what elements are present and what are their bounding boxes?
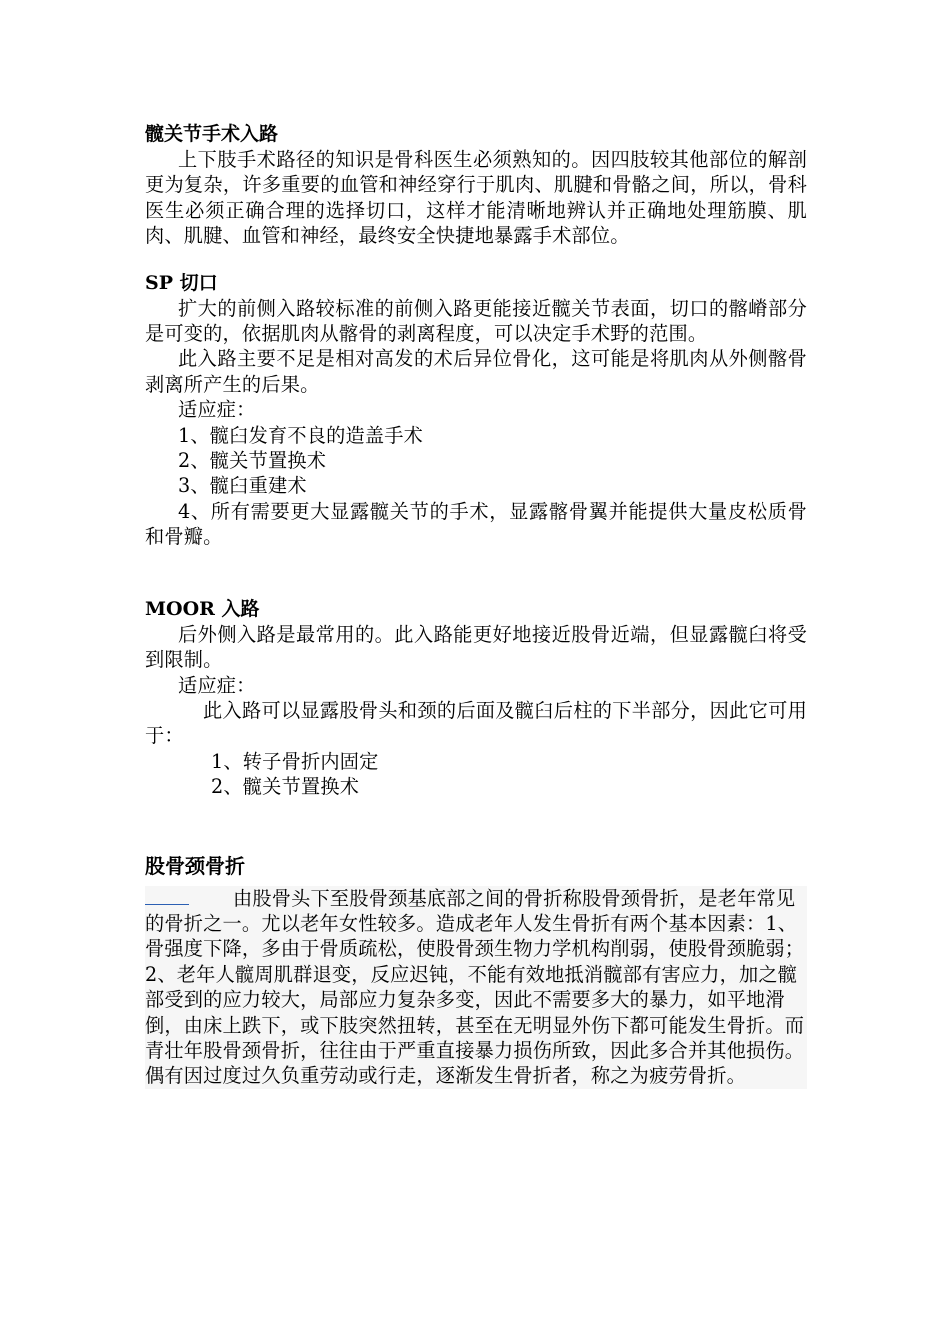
document-page <box>145 122 807 1089</box>
list-item: 4、所有需要更大显露髋关节的手术，显露髂骨翼并能提供大量皮松质骨和骨瓣。 <box>145 499 807 549</box>
section-title-femur: 股骨颈骨折 <box>145 853 245 878</box>
list-item: 3、髋臼重建术 <box>178 474 307 498</box>
list-item: 2、髋关节置换术 <box>178 449 327 473</box>
moor-paragraph-1: 后外侧入路是最常用的。此入路能更好地接近股骨近端，但显露髋臼将受到限制。 <box>145 622 807 672</box>
moor-paragraph-2: 此入路可以显露股骨头和颈的后面及髋臼后柱的下半部分，因此它可用于： <box>145 698 807 748</box>
moor-indications-label: 适应症： <box>178 673 256 697</box>
list-item: 2、髋关节置换术 <box>211 775 360 799</box>
section-sp-incision <box>145 271 807 550</box>
sp-indications-label: 适应症： <box>178 398 256 422</box>
femur-body-block <box>145 886 807 1089</box>
section-title-hip: 髋关节手术入路 <box>145 123 279 145</box>
section-title-moor: MOOR 入路 <box>145 597 260 620</box>
spacer <box>145 550 807 597</box>
list-item: 1、转子骨折内固定 <box>211 749 379 773</box>
spacer <box>145 800 807 852</box>
sp-paragraph-2: 此入路主要不足是相对高发的术后异位骨化，这可能是将肌肉从外侧髂骨剥离所产生的后果。 <box>145 347 807 396</box>
section-title-sp: SP 切口 <box>145 271 218 294</box>
section-femoral-neck-fracture <box>145 852 807 1089</box>
hyperlink-underline[interactable] <box>145 886 189 905</box>
femur-body-text: 由股骨头下至股骨颈基底部之间的骨折称股骨颈骨折，是老年常见的骨折之一。尤以老年女性较多。造成老年人发生骨折有两个基本因素：1、骨强度下降，多由于骨质疏松，使股骨颈生物力学机构削弱，使股骨颈脆弱；2、老年人髋周肌群退变，反应迟钝，不能有效地抵消髋部有害应力，加之髋部受到的应力较大，局部应力复杂多变，因此不需要多大的暴力，如平地滑倒，由床上跌下，或下肢突然扭转，甚至在无明显外伤下都可能发生骨折。而青壮年股骨颈骨折，往往由于严重直接暴力损伤所致，因此多合并其他损伤。偶有因过度过久负重劳动或行走，逐渐发生骨折者，称之为疲劳骨折。 <box>145 886 805 1088</box>
sp-paragraph-1: 扩大的前侧入路较标准的前侧入路更能接近髋关节表面，切口的髂嵴部分是可变的，依据肌肉从髂骨的剥离程度，可以决定手术野的范围。 <box>145 296 807 346</box>
section-hip-approach <box>145 122 807 249</box>
spacer <box>145 249 807 271</box>
list-item: 1、髋臼发育不良的造盖手术 <box>178 423 424 447</box>
section-moor-approach <box>145 597 807 800</box>
hip-intro-paragraph: 上下肢手术路径的知识是骨科医生必须熟知的。因四肢较其他部位的解剖更为复杂，许多重要的血管和神经穿行于肌肉、肌腱和骨骼之间，所以，骨科医生必须正确合理的选择切口，这样才能清晰地辨认并正确地处理筋膜、肌肉、肌腱、血管和神经，最终安全快捷地暴露手术部位。 <box>145 148 807 248</box>
